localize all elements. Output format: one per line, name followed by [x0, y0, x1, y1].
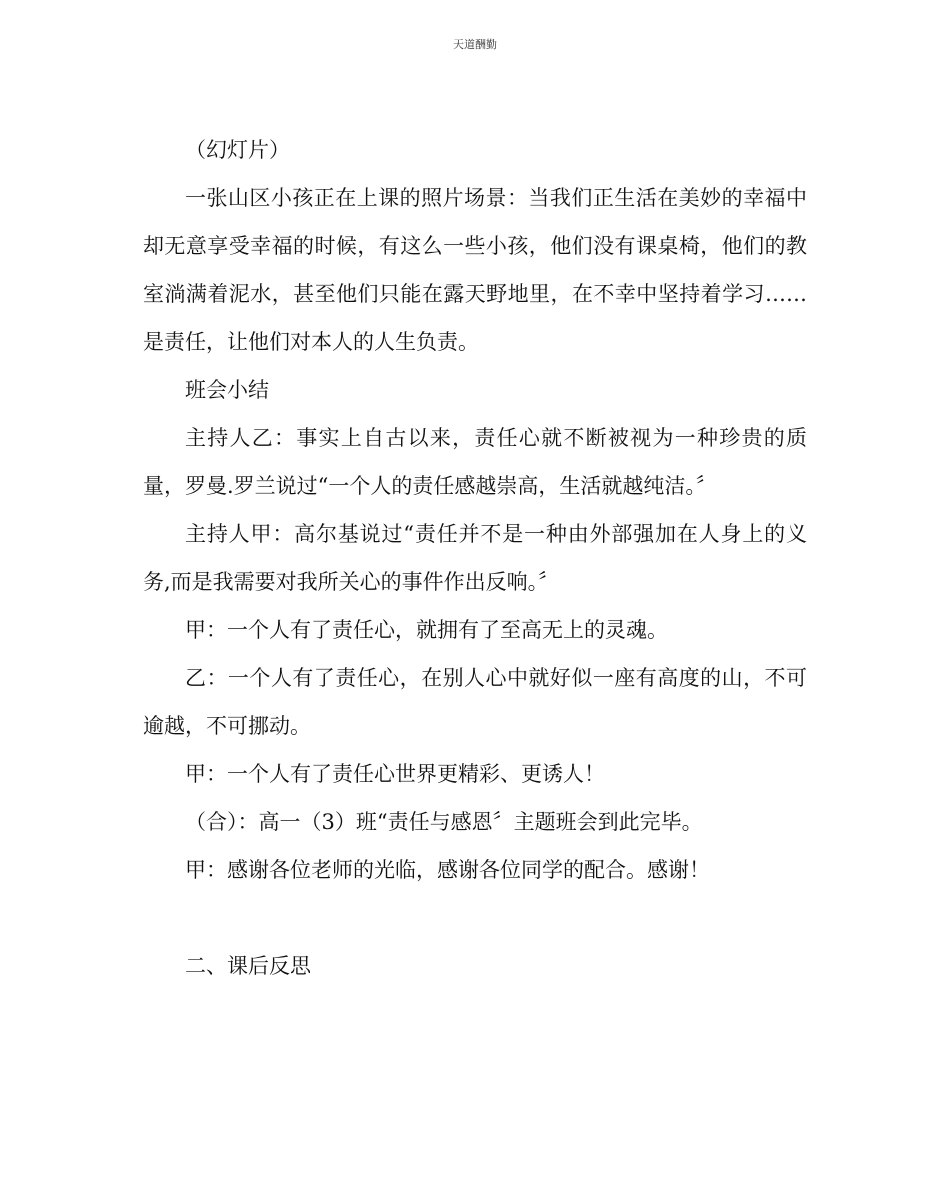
paragraph-host-b: 主持人乙：事实上自古以来，责任心就不断被视为一种珍贵的质量，罗曼.罗兰说过“一个人的责任感越崇高，生活就越纯洁。〞: [143, 426, 807, 498]
page-header: 天道酬勤: [453, 38, 497, 51]
paragraph-thanks: 甲：感谢各位老师的光临，感谢各位同学的配合。感谢！: [185, 858, 710, 882]
section-heading-reflection: 二、课后反思: [185, 954, 311, 978]
spacer: [143, 894, 807, 942]
paragraph-together: （合）：高一（3）班“责任与感恩〞主题班会到此完毕。: [185, 810, 703, 834]
paragraph-a-world: 甲：一个人有了责任心世界更精彩、更诱人！: [185, 762, 605, 786]
paragraph-summary-title: 班会小结: [185, 378, 269, 402]
paragraph-mountain-children: 一张山区小孩正在上课的照片场景：当我们正生活在美妙的幸福中却无意享受幸福的时候，有这么一些小孩，他们没有课桌椅，他们的教室淌满着泥水，甚至他们只能在露天野地里，在不幸中坚持着学习……是责任，让他们对本人的人生负责。: [143, 186, 807, 354]
document-body: [143, 126, 807, 990]
paragraph-host-a: 主持人甲：高尔基说过“责任并不是一种由外部强加在人身上的义务,而是我需要对我所关心的事件作出反响。〞: [143, 522, 807, 594]
paragraph-a-soul: 甲：一个人有了责任心，就拥有了至高无上的灵魂。: [185, 618, 668, 642]
paragraph-b-mountain: 乙：一个人有了责任心，在别人心中就好似一座有高度的山，不可逾越，不可挪动。: [143, 666, 807, 738]
paragraph-slide: （幻灯片）: [185, 138, 290, 162]
